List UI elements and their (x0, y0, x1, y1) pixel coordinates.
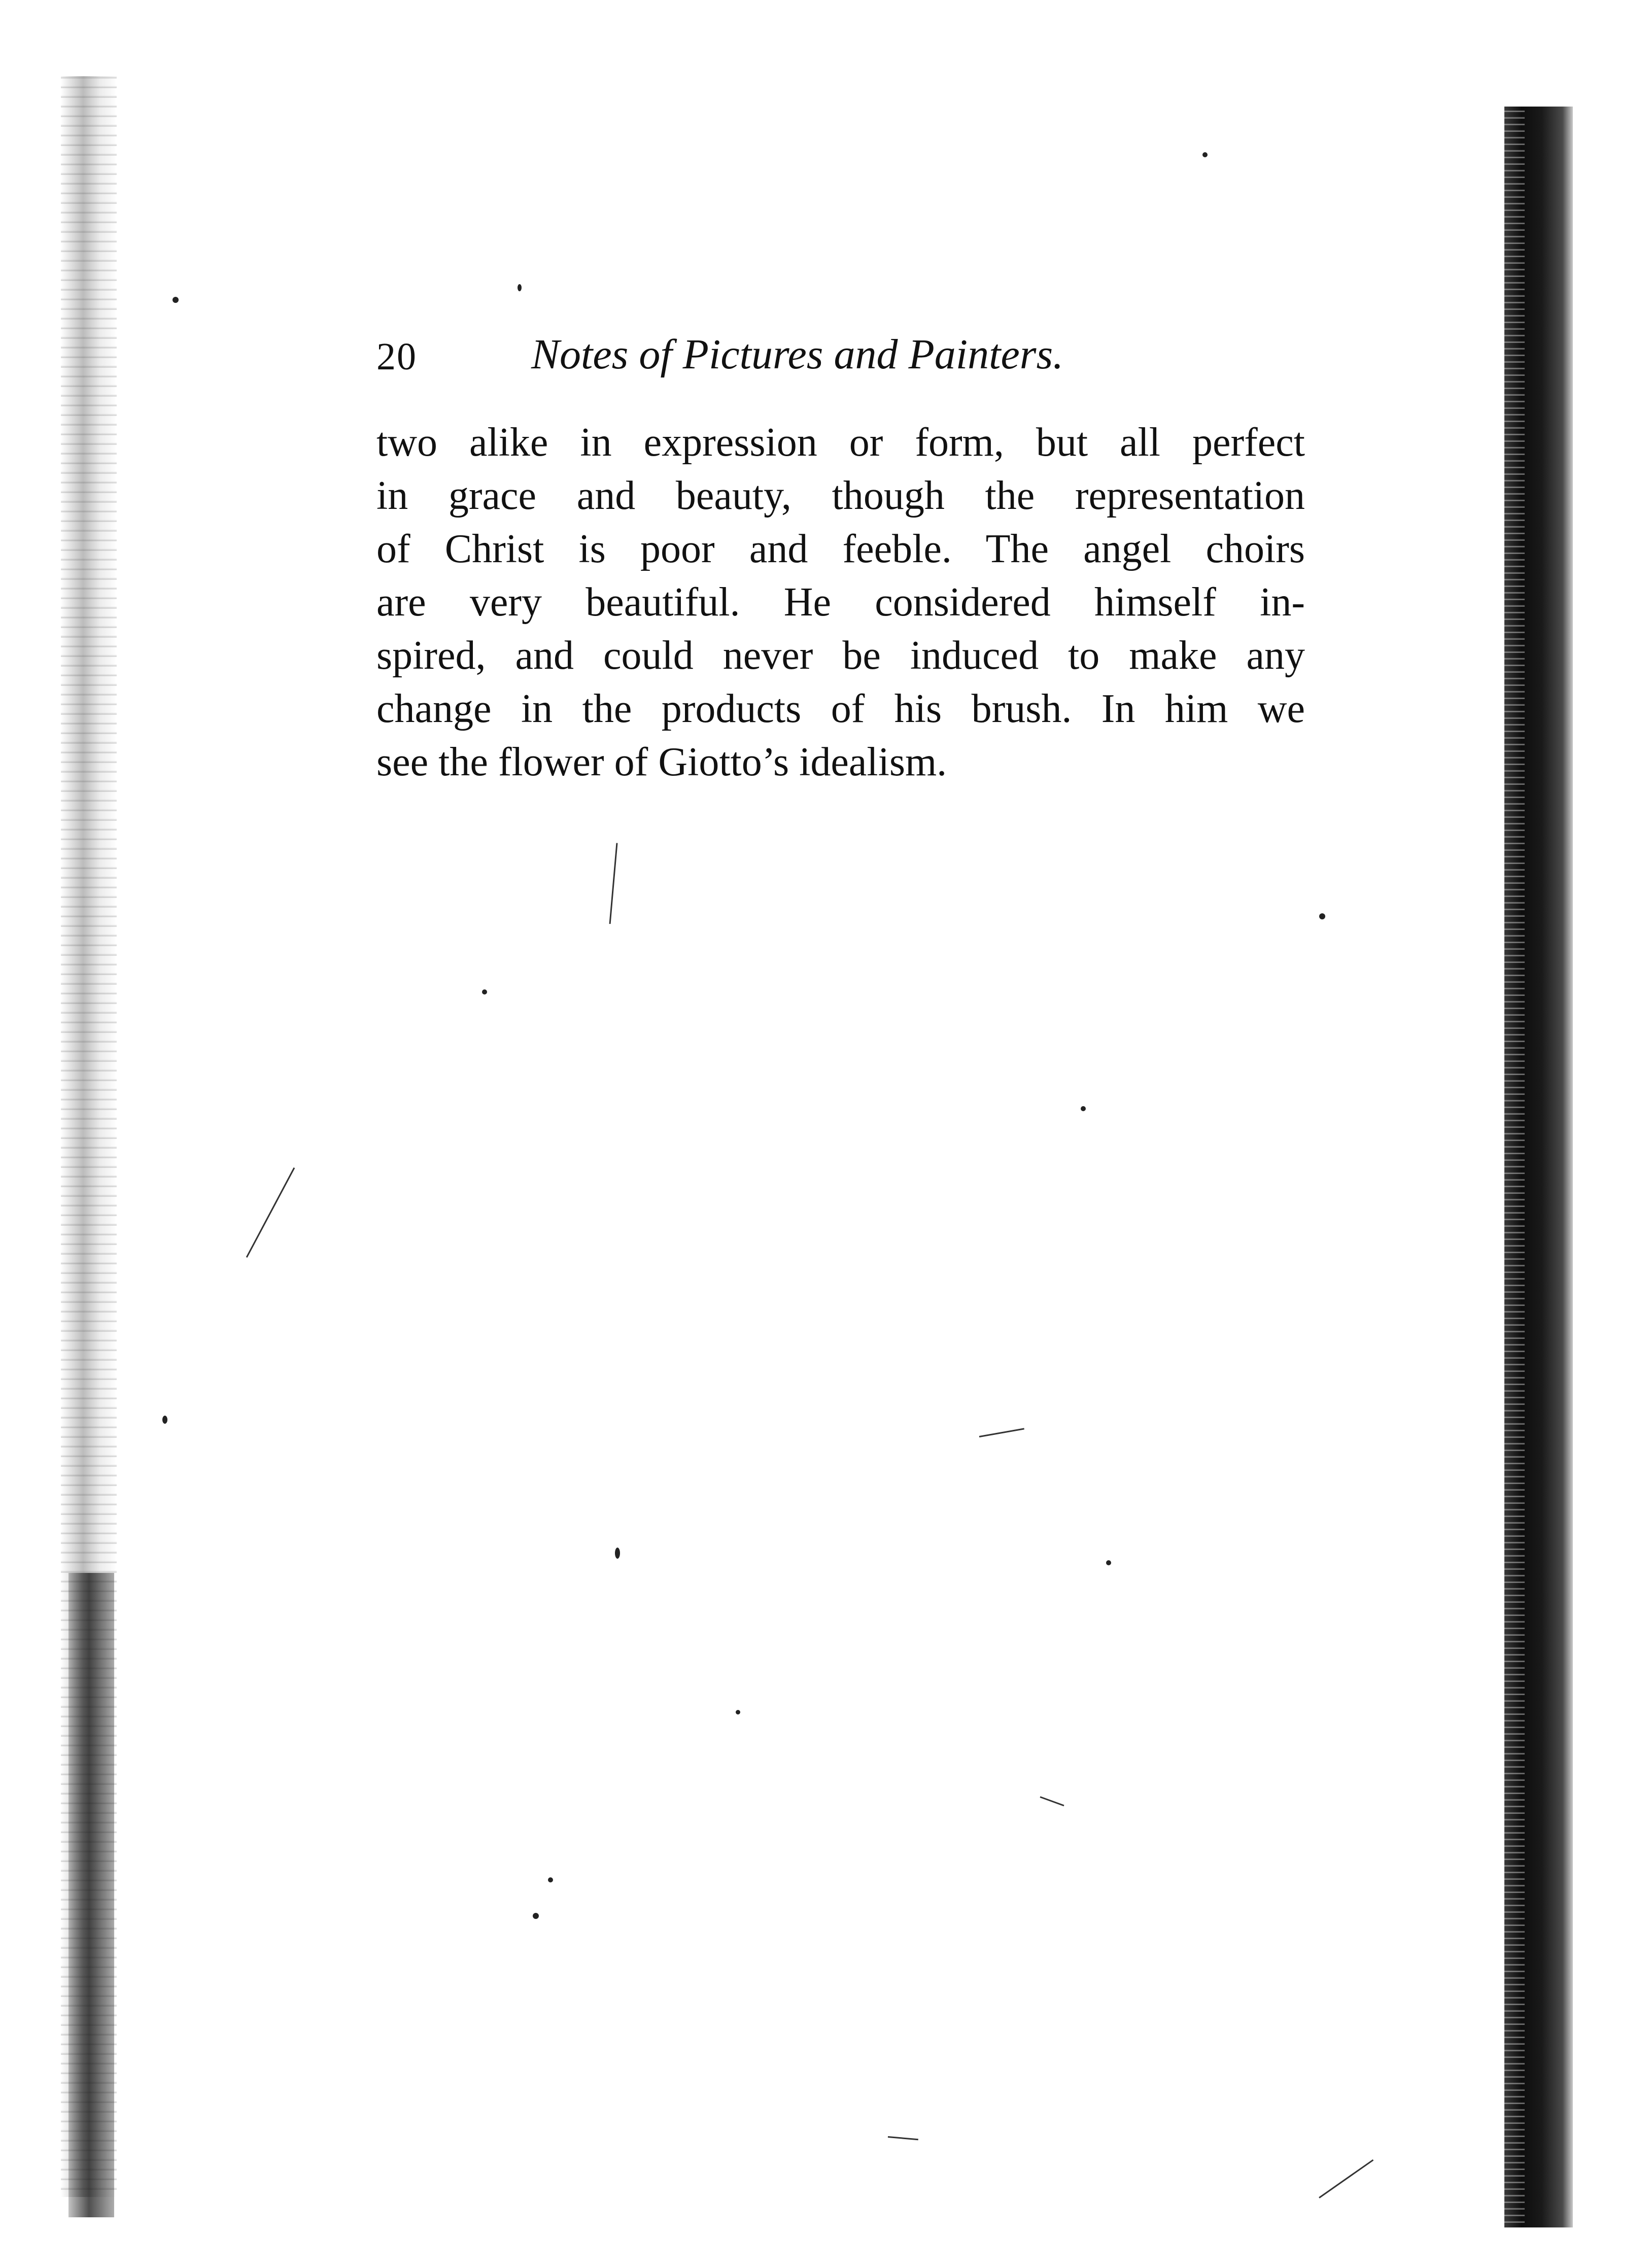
scan-speck (548, 1877, 553, 1882)
scan-speck (1081, 1106, 1086, 1111)
text-line: of Christ is poor and feeble. The angel choirs (376, 527, 1305, 571)
scan-stroke (888, 2136, 918, 2140)
scan-stroke (1319, 2159, 1373, 2199)
running-head (376, 330, 1310, 391)
scan-stroke (246, 1168, 295, 1258)
scan-speck (173, 297, 179, 303)
running-head-title: Notes of Pictures and Painters. (531, 331, 1064, 378)
scan-stroke (979, 1428, 1024, 1437)
scan-speck (1106, 1560, 1111, 1565)
scan-stroke (609, 843, 618, 924)
scan-speck (615, 1548, 620, 1559)
scan-speck (518, 284, 522, 291)
scan-speck (533, 1913, 539, 1919)
scan-speck (736, 1710, 740, 1714)
scan-speck (1319, 913, 1325, 919)
scan-speck (482, 989, 487, 994)
text-line: two alike in expression or form, but all perfect (376, 420, 1305, 465)
scan-speck (1202, 152, 1208, 157)
left-binding-shadow (68, 1573, 114, 2217)
text-line: spired, and could never be induced to make any (376, 633, 1305, 678)
text-line: are very beautiful. He considered himself in- (376, 580, 1305, 625)
body-paragraph (376, 416, 1305, 789)
page-number: 20 (376, 335, 417, 378)
scan-stroke (1040, 1796, 1064, 1806)
text-line: change in the products of his brush. In him we (376, 687, 1305, 731)
right-edge-speckle (1494, 107, 1525, 2227)
scan-speck (162, 1416, 167, 1424)
text-line: see the flower of Giotto’s idealism. (376, 740, 947, 784)
text-line: in grace and beauty, though the representation (376, 473, 1305, 518)
